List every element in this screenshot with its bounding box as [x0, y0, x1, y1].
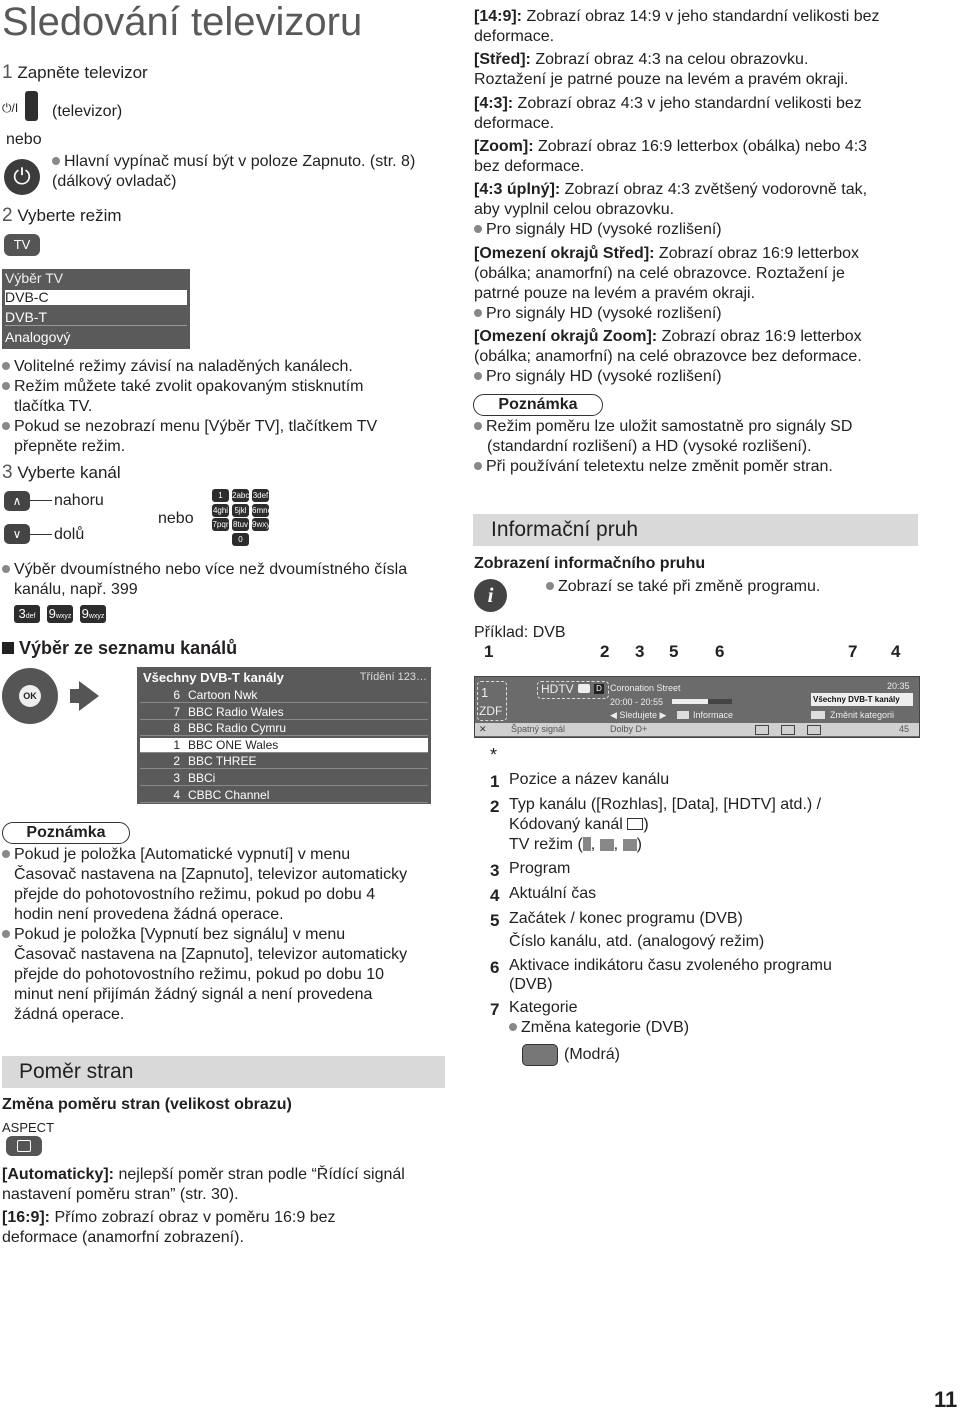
legend-num-5: 5: [490, 911, 500, 930]
step3-number: 3: [2, 462, 13, 483]
center-line: [Střed]: Zobrazí obraz 4:3 na celou obrazovku.: [474, 51, 809, 68]
channel-number: 7: [173, 704, 180, 719]
step2-bullet-3-cont: přepněte režim.: [14, 438, 126, 455]
channel-name: BBC Radio Wales: [188, 704, 284, 719]
info-also-shown: Zobrazí se také při změně programu.: [546, 577, 820, 597]
channel-number: 1: [173, 737, 180, 752]
or-label-1: nebo: [6, 131, 42, 148]
crop-zoom-line-2: (obálka; anamorfní) na celé obrazovce bez deformace.: [474, 348, 862, 365]
arrow-right-icon: [79, 681, 99, 711]
banner-signal-icon: ✕: [479, 724, 487, 734]
number-key-4: 4ghi: [212, 505, 229, 515]
example-key-3: 3def: [14, 605, 40, 623]
channel-down-icon: ∨: [4, 524, 30, 544]
page-number: 11: [934, 1387, 958, 1412]
channel-row[interactable]: [140, 705, 428, 720]
step3-heading: [2, 463, 121, 483]
legend-text-6a: Aktivace indikátoru času zvoleného programu: [509, 957, 832, 974]
channel-row[interactable]: [140, 721, 428, 736]
menu-title: Výběr TV: [5, 270, 64, 286]
number-key-0: 0: [232, 533, 249, 546]
banner-now-viewing: ◀ Sledujete ▶: [610, 710, 667, 720]
channel-row[interactable]: [140, 688, 428, 703]
blue-key-icon: [811, 711, 825, 719]
legend-text-4: Aktuální čas: [509, 885, 597, 902]
channel-name: BBC THREE: [188, 754, 257, 769]
banner-clock: 20:35: [887, 681, 910, 691]
banner-info-label: Informace: [693, 710, 734, 720]
up-leader-line: [30, 500, 52, 501]
info-section-bar: [473, 514, 918, 546]
legend-num-2: 2: [490, 797, 500, 816]
encrypted-key-icon: [578, 684, 590, 693]
dvb-icon: [600, 839, 614, 851]
channel-number: 8: [173, 721, 180, 736]
hd-only-3: Pro signály HD (vysoké rozlišení): [474, 367, 722, 387]
channel-number: 2: [173, 754, 180, 769]
legend-text-5b: Číslo kanálu, atd. (analogový režim): [509, 933, 765, 950]
hd-only-1: Pro signály HD (vysoké rozlišení): [474, 220, 722, 240]
dvb-mode-badge: D: [594, 684, 604, 694]
r149-line: [14:9]: Zobrazí obraz 14:9 v jeho standardní velikosti bez: [474, 8, 880, 25]
remote-power-button-icon: ⏻: [4, 159, 40, 195]
callout-5: 5: [669, 642, 679, 661]
note1-line-7: přejde do pohotovostního režimu, pokud po dobu 10: [14, 966, 385, 983]
aspect-button-icon: [6, 1136, 42, 1156]
channel-number: 6: [173, 688, 180, 702]
crop-zoom-line: [Omezení okrajů Zoom]: Zobrazí obraz 16:9 letterbox: [474, 328, 862, 345]
r169-line-2: deformace (anamorfní zobrazení).: [2, 1229, 244, 1246]
r43-line: [4:3]: Zobrazí obraz 4:3 v jeho standardní velikosti bez: [474, 95, 862, 112]
banner-bad-signal: Špatný signál: [511, 724, 566, 734]
channel-list-heading: Výběr ze seznamu kanálů: [2, 638, 237, 658]
step2-bullet-2: Režim můžete také zvolit opakovaným stisknutím: [2, 377, 363, 397]
channel-number: 4: [173, 787, 180, 802]
callout-7: 7: [848, 642, 858, 661]
note1-line-1: Pokud je položka [Automatické vypnutí] v menu: [2, 845, 350, 865]
tv-mode-button: TV: [4, 234, 40, 256]
step3-title: Vyberte kanál: [17, 463, 121, 482]
aspect-section-title: Poměr stran: [19, 1060, 134, 1083]
main-switch-note: Hlavní vypínač musí být v poloze Zapnuto. (str. 8): [52, 152, 415, 172]
auto-aspect-line-2: nastavení poměru stran” (str. 30).: [2, 1186, 239, 1203]
callout-3: 3: [635, 642, 645, 661]
number-key-9: 9wxy: [252, 520, 271, 529]
callout-4: 4: [891, 642, 901, 661]
number-key-5: 5jkl: [232, 504, 249, 517]
channel-number: 3: [173, 771, 180, 785]
multi-digit-note-cont: kanálu, např. 399: [14, 581, 138, 598]
channel-up-icon: ∧: [4, 491, 30, 511]
full-line-2: aby vyplnil celou obrazovku.: [474, 201, 675, 218]
aspect-section-bar: [2, 1056, 445, 1088]
aspect-icon: [807, 725, 821, 735]
info-section-title: Informační pruh: [491, 518, 639, 541]
example-key-9: 9wxyz: [48, 606, 72, 621]
note1-line-6: Časovač nastavena na [Zapnuto], televizor automaticky: [14, 946, 408, 963]
menu-item-dvb-c[interactable]: DVB-C: [5, 290, 187, 305]
legend-num-4: 4: [490, 886, 500, 905]
legend-num-6: 6: [490, 958, 500, 977]
tv-power-switch-icon: [25, 91, 38, 121]
note2-line-3: Při používání teletextu nelze změnit poměr stran.: [474, 457, 833, 477]
r169-line: [16:9]: Přímo zobrazí obraz v poměru 16:9 bez: [2, 1209, 336, 1226]
down-leader-line: [30, 534, 52, 535]
step2-bullet-1: Volitelné režimy závisí na naladěných kanálech.: [2, 357, 353, 377]
step1-number: 1: [2, 62, 13, 83]
aspect-key-label: ASPECT: [2, 1120, 55, 1135]
r149-line-2: deformace.: [474, 28, 555, 45]
number-key-1: 1: [212, 489, 229, 502]
callout-2: 2: [600, 642, 610, 661]
legend-num-1: 1: [490, 772, 500, 791]
square-bullet-icon: [2, 642, 14, 654]
crop-center-line: [Omezení okrajů Střed]: Zobrazí obraz 16:9 letterbox: [474, 245, 860, 262]
zoom-line-2: bez deformace.: [474, 158, 585, 175]
note2-line-1: Režim poměru lze uložit samostatně pro signály SD: [474, 417, 852, 437]
callout-6: 6: [715, 642, 725, 661]
number-key-2: 2abc: [232, 491, 250, 500]
channel-list-sort[interactable]: Třídění 123…: [359, 671, 427, 683]
arrow-right-shaft: [70, 689, 81, 703]
legend-text-2a: Typ kanálu ([Rozhlas], [Data], [HDTV] atd.) /: [509, 796, 822, 813]
blue-label: (Modrá): [564, 1046, 621, 1063]
info-key-icon: [677, 711, 689, 719]
category-change-bullet: Změna kategorie (DVB): [509, 1018, 689, 1038]
number-key-6: 6mno: [252, 505, 273, 515]
number-key-7: 7pqr: [212, 520, 229, 529]
channel-name: BBCi: [188, 771, 216, 785]
note1-line-9: žádná operace.: [14, 1006, 125, 1023]
crop-center-line-3: patrné pouze na levém a pravém okraji.: [474, 285, 756, 302]
tv-selection-menu: [2, 269, 190, 349]
asterisk: *: [490, 745, 498, 765]
multi-digit-note: Výběr dvoumístného nebo více než dvoumístného čísla: [2, 560, 407, 580]
banner-change-category: Změnit kategorii: [830, 710, 895, 720]
info-subtitle: Zobrazení informačního pruhu: [474, 555, 706, 572]
note2-line-2: (standardní rozlišení) a HD (vysoké rozlišení).: [487, 438, 812, 455]
numeric-keypad: [212, 489, 272, 547]
aspect-subtitle: Změna poměru stran (velikost obrazu): [2, 1096, 292, 1113]
subtitle-icon: [755, 725, 769, 735]
legend-num-3: 3: [490, 861, 500, 880]
step2-heading: [2, 206, 122, 226]
down-label: dolů: [54, 526, 85, 543]
center-line-2: Roztažení je patrné pouze na levém a pravém okraji.: [474, 71, 849, 88]
antenna-icon: [583, 837, 591, 851]
legend-text-7: Kategorie: [509, 999, 578, 1016]
info-example-label: Příklad: DVB: [474, 624, 566, 641]
ok-dpad-icon: [2, 668, 58, 724]
banner-volume: 45: [899, 724, 910, 734]
banner-category: Všechny DVB-T kanály: [813, 695, 900, 704]
banner-program: Coronation Street: [610, 683, 681, 693]
example-keys: [14, 605, 114, 625]
step1-title: Zapněte televizor: [17, 63, 148, 82]
note1-line-2: Časovač nastavena na [Zapnuto], televizor automaticky: [14, 866, 408, 883]
tv-label: (televizor): [52, 103, 123, 120]
example-key-9: 9wxyz: [81, 606, 105, 621]
note-label: Poznámka: [2, 822, 130, 844]
info-button-icon: i: [474, 579, 507, 612]
menu-item-dvb-t[interactable]: DVB-T: [5, 310, 187, 326]
analog-icon: [623, 839, 637, 851]
banner-dolby: Dolby D+: [610, 724, 648, 734]
step2-number: 2: [2, 205, 13, 226]
note1-line-3: přejde do pohotovostního režimu, pokud po dobu 4: [14, 886, 376, 903]
note1-line-5: Pokud je položka [Vypnutí bez signálu] v menu: [2, 925, 345, 945]
channel-list-panel: [137, 667, 431, 804]
page-title: Sledování televizoru: [2, 0, 363, 44]
callout-1: 1: [484, 642, 494, 661]
banner-channel-number: 1: [481, 685, 489, 700]
zoom-line: [Zoom]: Zobrazí obraz 16:9 letterbox (obálka) nebo 4:3: [474, 138, 868, 155]
number-key-8: 8tuv: [232, 520, 249, 529]
legend-text-5a: Začátek / konec programu (DVB): [509, 910, 743, 927]
banner-hdtv: HDTV: [541, 682, 574, 696]
legend-text-3: Program: [509, 860, 571, 877]
step2-bullet-3: Pokud se nezobrazí menu [Výběr TV], tlačítkem TV: [2, 417, 377, 437]
legend-text-2b: Kódovaný kanál ): [509, 816, 649, 833]
channel-name: CBBC Channel: [188, 787, 270, 802]
legend-num-7: 7: [490, 1000, 500, 1019]
or-label-2: nebo: [158, 510, 194, 527]
number-key-3: 3def: [252, 491, 269, 500]
legend-text-2c: TV režim ( , , ): [509, 836, 642, 853]
channel-row[interactable]: [140, 754, 428, 769]
program-progress-track: [672, 699, 732, 704]
full-line: [4:3 úplný]: Zobrazí obraz 4:3 zvětšený vodorovně tak,: [474, 181, 868, 198]
program-progress-fill: [672, 699, 708, 704]
legend-text-1: Pozice a název kanálu: [509, 771, 670, 788]
note1-line-4: hodin není provedena žádná operace.: [14, 906, 284, 923]
hd-only-2: Pro signály HD (vysoké rozlišení): [474, 304, 722, 324]
note1-line-8: minut není přijímán žádný signál a není provedena: [14, 986, 373, 1003]
encrypted-key-inline-icon: [627, 818, 643, 830]
up-label: nahoru: [54, 492, 104, 509]
banner-time-range: 20:00 - 20:55: [610, 697, 664, 707]
channel-row[interactable]: [140, 771, 428, 786]
channel-name: BBC Radio Cymru: [188, 721, 287, 736]
channel-row[interactable]: [140, 738, 428, 753]
note-label-2: Poznámka: [473, 394, 603, 416]
step1-heading: [2, 63, 148, 83]
channel-row[interactable]: [140, 788, 428, 803]
step2-title: Vyberte režim: [17, 206, 122, 225]
auto-aspect-line: [Automaticky]: nejlepší poměr stran podle “Řídící signál: [2, 1166, 405, 1183]
channel-list-title: Všechny DVB-T kanály: [143, 670, 284, 685]
r43-line-2: deformace.: [474, 115, 555, 132]
teletext-icon: [781, 725, 795, 735]
channel-rows: [137, 688, 431, 804]
blue-button-icon: [522, 1044, 558, 1066]
menu-item-analog[interactable]: Analogový: [5, 329, 71, 345]
banner-channel-name: ZDF: [479, 704, 503, 718]
ok-button: OK: [19, 685, 41, 707]
step2-bullet-2-cont: tlačítka TV.: [14, 398, 93, 415]
info-banner: [474, 676, 920, 738]
crop-center-line-2: (obálka; anamorfní) na celé obrazovce. Roztažení je: [474, 265, 845, 282]
legend-text-6b: (DVB): [509, 976, 553, 993]
channel-name: Cartoon Nwk: [188, 688, 258, 702]
remote-label: (dálkový ovladač): [52, 173, 177, 190]
power-key-label: ⏻/I: [2, 101, 19, 115]
channel-name: BBC ONE Wales: [188, 737, 279, 752]
